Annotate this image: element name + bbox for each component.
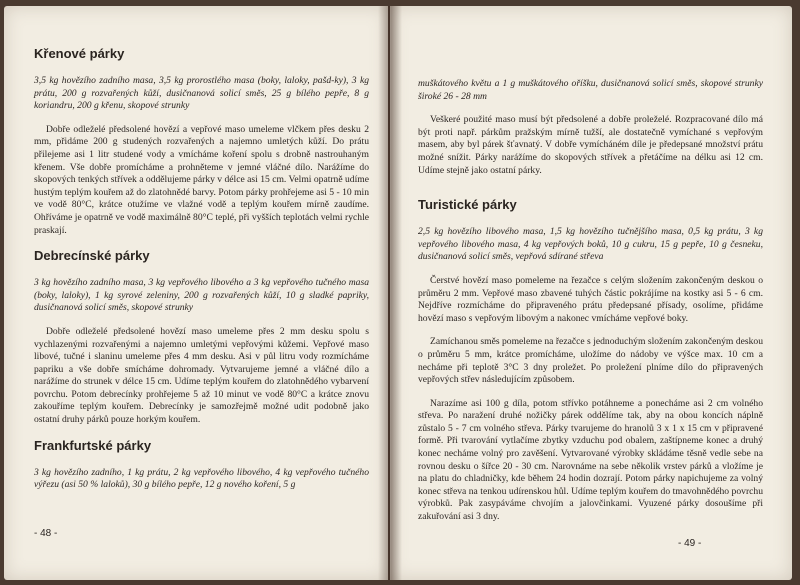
section-title: Křenové párky — [34, 46, 125, 61]
right-page-content — [418, 78, 763, 535]
section-title: Turistické párky — [418, 197, 517, 213]
page-number: - 49 - — [678, 538, 702, 549]
ingredients-list: 3,5 kg hovězího zadního masa, 3,5 kg prorostlého masa (boky, laloky, pašd-ky), 3 kg prátu, 200 g rozvařených kůží, dusičnanová solicí směs, 25 g bílého pepře, 8 g koriandru, 200 g křenu, skopové strunky — [34, 75, 369, 112]
recipe-text: Čerstvé hovězí maso pomeleme na řezačce s celým složením zakončeným deskou o průměru 2 mm. Vepřové maso zbavené tuhých částic pokrájíme na kostky asi 5 - 6 cm. Nejdříve rozmícháme do připraveného prátu předepsané přísady, osolíme, přidáme hovězí maso s vepřovým libovým a nakonec vmícháme vepřové boky. — [418, 274, 763, 324]
ingredients-list: muškátového květu a 1 g muškátového oříšku, dusičnanová solicí směs, skopové strunky široké 26 - 28 mm — [418, 78, 763, 102]
recipe-text: Dobře odleželé předsolené hovězí maso umeleme přes 2 mm desku spolu s vychlazenými rozvařenými a najemno umletými vepřovými kůžemi. Vepřové maso libové, tučné i slaninu umeleme přes 4 mm desku. Asi v půl litru vody rozmícháme papriku a vše dobře smícháme dohromady. Vytvarujeme jemné a vláčné dílo a narážíme do strunek v délce 15 cm. Udíme teplým kouřem do zlatohnědého vybarvení povrchu. Potom debrecínky prohřejeme 5 až 10 minut ve vodě 80°C a krátce znovu zakouříme teplým kouřem. Debrecínky je samozřejmě možné udit podobně jako ostatní druhy párků pouze horkým kouřem. — [34, 325, 369, 426]
right-page — [390, 6, 792, 580]
left-page — [4, 6, 388, 580]
page-number: - 48 - — [34, 528, 58, 539]
recipe-text: Dobře odleželé předsolené hovězí a vepřové maso umeleme vlčkem přes desku 2 mm, přidáme 200 g studených rozvařených a najemno umletých kůží. Do prátu přilejeme asi 1 litr studené vody a vmícháme koření spolu s drobně nastrouhaným křenem. Vše dobře promícháme a prohněteme v jemné vláčné dílo. Narážíme do skopových tenkých střívek a oddělujeme párky v délce asi 15 cm. Velmi opatrně udíme hustým teplým kouřem až do zlatohnědé barvy. Potom párky prohřejeme asi 5 - 10 min ve vodě 80°C, krátce otužíme ve vlažné vodě a teplým kouřem mírně zaudíme. Ohříváme je opatrně ve vodě maximálně 80°C teplé, při vyšších teplotách velmi rychle praskají. — [34, 123, 369, 236]
section-title: Frankfurtské párky — [34, 437, 152, 453]
ingredients-list: 2,5 kg hovězího libového masa, 1,5 kg hovězího tučnějšího masa, 0,5 kg prátu, 3 kg vepřového libového masa, 4 kg vepřových boků, 10 g cukru, 15 g pepře, 10 g česneku, dusičnanová solicí směs, vepřová sdírané střeva — [418, 226, 763, 263]
recipe-text: Narazíme asi 100 g díla, potom střívko potáhneme a ponecháme asi 2 cm volného střeva. Po naražení druhé nožičky párek oddělíme tak, aby na obou koncích náplně zůstalo 5 - 7 cm volného střeva. Párky tvarujeme do hranolů 3 x 1 x 15 cm v připravené formě. Při tvarování vytlačíme zbytky vzduchu pod obalem, zaštípneme konec a druhý konec necháme volný pro zavěšení. Vytvarované výrobky skládáme těsně vedle sebe na rovnou desku o šířce 20 - 30 cm. Narovnáme na sebe několik vrstev párků a vložíme je na platu do chladničky, kde během 24 hodin dozrají. Potom párky napichujeme za volný konec střeva na tenkou udírenskou hůl. Udíme teplým kouřem do tmavohnědého povrchu výrobků. Pak zasypáváme chvojím a jalovčinkami. Vyuzené párky dosoušíme při zakuřování asi 3 dny. — [418, 397, 763, 523]
section-title: Debrecínské párky — [34, 248, 150, 264]
recipe-text: Veškeré použité maso musí být předsolené a dobře proleželé. Rozpracované dílo má být proti např. párkům pražským mírně tužší, ale dostatečně vymíchané s vepřovým masem, aby byl párek šťavnatý. V dobře vymícháném díle je předepsané množství prátu možné snížit. Párky narážíme do skopových střívek a přetáčíme na délku asi 12 cm. Udíme stejně jako ostatní párky. — [418, 114, 763, 176]
recipe-text: Zamíchanou směs pomeleme na řezačce s jednoduchým složením zakončeným deskou o průměru 5 mm, krátce promícháme, uložíme do nádoby ve výšce max. 10 cm a necháme při teplotě 3°C 3 dny proležet. Po proležení plníme dílo do připravených vepřových střev následujícím způsobem. — [418, 336, 763, 386]
left-page-content — [34, 46, 369, 503]
ingredients-list: 3 kg hovězího zadního masa, 3 kg vepřového libového a 3 kg vepřového tučného masa (boky, laloky), 1 kg syrové zeleniny, 200 g rozvařených kůží, 10 g sladké papriky, dusičnanová solicí směs, skopové strunky — [34, 277, 369, 314]
ingredients-list: 3 kg hovězího zadního, 1 kg prátu, 2 kg vepřového libového, 4 kg vepřového tučného výřezu (asi 50 % laloků), 30 g bílého pepře, 12 g nového koření, 5 g — [34, 466, 369, 491]
